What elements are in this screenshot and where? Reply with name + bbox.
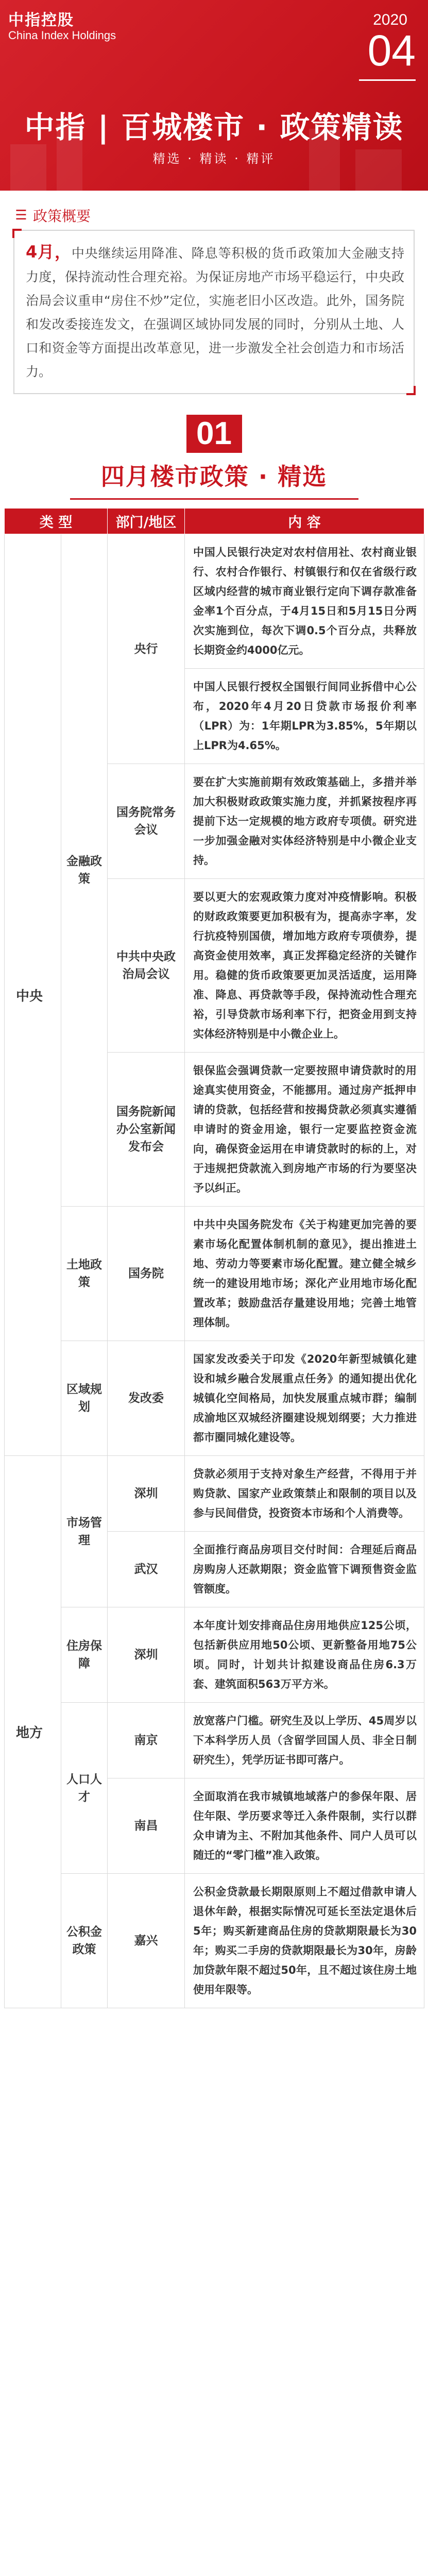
month-underline	[359, 79, 416, 81]
table-row	[5, 534, 424, 669]
content-cell: 中国人民银行授权全国银行间同业拆借中心公布，2020年4月20日贷款市场报价利率（LPR）为：1年期LPR为3.85%，5年期以上LPR为4.65%。	[185, 669, 424, 764]
table-row	[5, 1874, 424, 2008]
group-market: 市场管理	[61, 1456, 108, 1607]
document-icon: ☰	[15, 208, 27, 223]
dept-cell: 中共中央政治局会议	[108, 879, 185, 1053]
overview-text: 中央继续运用降准、降息等积极的货币政策加大金融支持力度，保持流动性合理充裕。为保证房地产市场平稳运行，中央政治局会议重申“房住不炒”定位，实施老旧小区改造。此外，国务院和发改委接连发文，在强调区域协同发展的同时，分别从土地、人口和资金等方面提出改革意见，进一步激发全社会创造力和市场活力。	[26, 246, 404, 379]
header-dept: 部门/地区	[108, 509, 185, 534]
table-row	[5, 1456, 424, 1532]
header-content: 内 容	[185, 509, 424, 534]
overview-heading	[13, 204, 415, 227]
section-divider	[70, 498, 358, 500]
content-cell: 中共中央国务院发布《关于构建更加完善的要素市场化配置体制机制的意见》，提出推进土地、劳动力等要素市场化配置。建立健全城乡统一的建设用地市场；深化产业用地市场化配置改革；鼓励盘活存量建设用地；完善土地管理体制。	[185, 1207, 424, 1341]
table-row	[5, 1207, 424, 1341]
footer-spacer	[0, 2008, 428, 2019]
group-region: 区域规划	[61, 1341, 108, 1456]
content-cell: 全面取消在我市城镇地域落户的参保年限、居住年限、学历要求等迁入条件限制，实行以群众申请为主、不附加其他条件、同户人员可以随迁的“零门槛”准入政策。	[185, 1778, 424, 1874]
content-cell: 要以更大的宏观政策力度对冲疫情影响。积极的财政政策要更加积极有为，提高赤字率，发行抗疫特别国债，增加地方政府专项债券，提高资金使用效率，真正发挥稳定经济的关键作用。稳健的货币政策要更加灵活适度，运用降准、降息、再贷款等手段，保持流动性合理充裕，引导贷款市场利率下行，把资金用到支持实体经济特别是中小微企业上。	[185, 879, 424, 1053]
dept-cell: 深圳	[108, 1607, 185, 1703]
dept-cell: 国务院	[108, 1207, 185, 1341]
dept-cell: 国务院新闻办公室新闻发布会	[108, 1053, 185, 1207]
report-title: 中指 | 百城楼市 · 政策精读	[24, 110, 404, 145]
group-housing: 住房保障	[61, 1607, 108, 1703]
content-cell: 国家发改委关于印发《2020年新型城镇化建设和城乡融合发展重点任务》的通知提出优化城镇化空间格局，加快发展重点城市群；编制成渝地区双城经济圈建设规划纲要；大力推进都市圈同城化建设等。	[185, 1341, 424, 1456]
table-row	[5, 1607, 424, 1703]
dept-cell: 深圳	[108, 1456, 185, 1532]
section-number: 01	[186, 415, 242, 453]
content-cell: 要在扩大实施前期有效政策基础上，多措并举加大积极财政政策实施力度，并抓紧按程序再提前下达一定规模的地方政府专项债。研究进一步加强金融对实体经济特别是中小微企业支持。	[185, 764, 424, 879]
brand-name-en: China Index Holdings	[8, 29, 116, 42]
content-cell: 银保监会强调贷款一定要按照申请贷款时的用途真实使用资金，不能挪用。通过房产抵押申请的贷款，包括经营和按揭贷款必须真实遵循申请时的资金用途，银行一定要监控资金流向，确保资金运用在申请贷款时的标的上，对于违规把贷款流入到房地产市场的行为要坚决予以纠正。	[185, 1053, 424, 1207]
dept-cell: 南昌	[108, 1778, 185, 1874]
table-header-row	[5, 509, 424, 534]
policy-overview	[0, 191, 428, 404]
section-title: 四月楼市政策 · 精选	[100, 463, 328, 490]
section-header	[0, 404, 428, 500]
table-row	[5, 1341, 424, 1456]
corner-mark	[12, 229, 22, 238]
category-local: 地方	[5, 1456, 61, 2008]
overview-month: 4月，	[26, 242, 72, 262]
table-row	[5, 1703, 424, 1778]
content-cell: 贷款必须用于支持对象生产经营，不得用于并购贷款、国家产业政策禁止和限制的项目以及参与民间借贷，投资资本市场和个人消费等。	[185, 1456, 424, 1532]
brand-name-cn: 中指控股	[8, 11, 74, 29]
report-month: 04	[367, 26, 416, 75]
content-cell: 放宽落户门槛。研究生及以上学历、45周岁以下本科学历人员（含留学回国人员、非全日制研究生），凭学历证书即可落户。	[185, 1703, 424, 1778]
group-land: 土地政策	[61, 1207, 108, 1341]
category-central: 中央	[5, 534, 61, 1456]
policy-table	[4, 508, 424, 2008]
dept-cell: 南京	[108, 1703, 185, 1778]
group-talent: 人口人才	[61, 1703, 108, 1874]
corner-mark	[406, 386, 416, 395]
dept-cell: 发改委	[108, 1341, 185, 1456]
dept-cell: 武汉	[108, 1532, 185, 1607]
content-cell: 本年度计划安排商品住房用地供应125公顷，包括新供应用地50公顷、更新整备用地75公顷。同时，计划共计拟建设商品住房6.3万套、建筑面积563万平方米。	[185, 1607, 424, 1703]
group-fund: 公积金政策	[61, 1874, 108, 2008]
group-finance: 金融政策	[61, 534, 108, 1207]
report-year: 2020	[373, 11, 407, 28]
dept-cell: 央行	[108, 534, 185, 764]
content-cell: 公积金贷款最长期限原则上不超过借款申请人退休年龄，根据实际情况可延长至法定退休后5年；购买新建商品住房的贷款期限最长为30年；购买二手房的贷款期限最长为30年，房龄加贷款年限不超过50年，且不超过该住房土地使用年限等。	[185, 1874, 424, 2008]
report-subtitle: 精选 · 精读 · 精评	[152, 151, 276, 166]
header-type: 类 型	[5, 509, 108, 534]
content-cell: 中国人民银行决定对农村信用社、农村商业银行、农村合作银行、村镇银行和仅在省级行政区域内经营的城市商业银行定向下调存款准备金率1个百分点，于4月15日和5月15日分两次实施到位，每次下调0.5个百分点，共释放长期资金约4000亿元。	[185, 534, 424, 669]
overview-box	[13, 230, 415, 394]
dept-cell: 嘉兴	[108, 1874, 185, 2008]
content-cell: 全面推行商品房项目交付时间：合理延后商品房购房人还款期限；资金监管下调预售资金监管额度。	[185, 1532, 424, 1607]
overview-label: 政策概要	[33, 208, 91, 225]
dept-cell: 国务院常务会议	[108, 764, 185, 879]
report-header	[0, 0, 428, 191]
